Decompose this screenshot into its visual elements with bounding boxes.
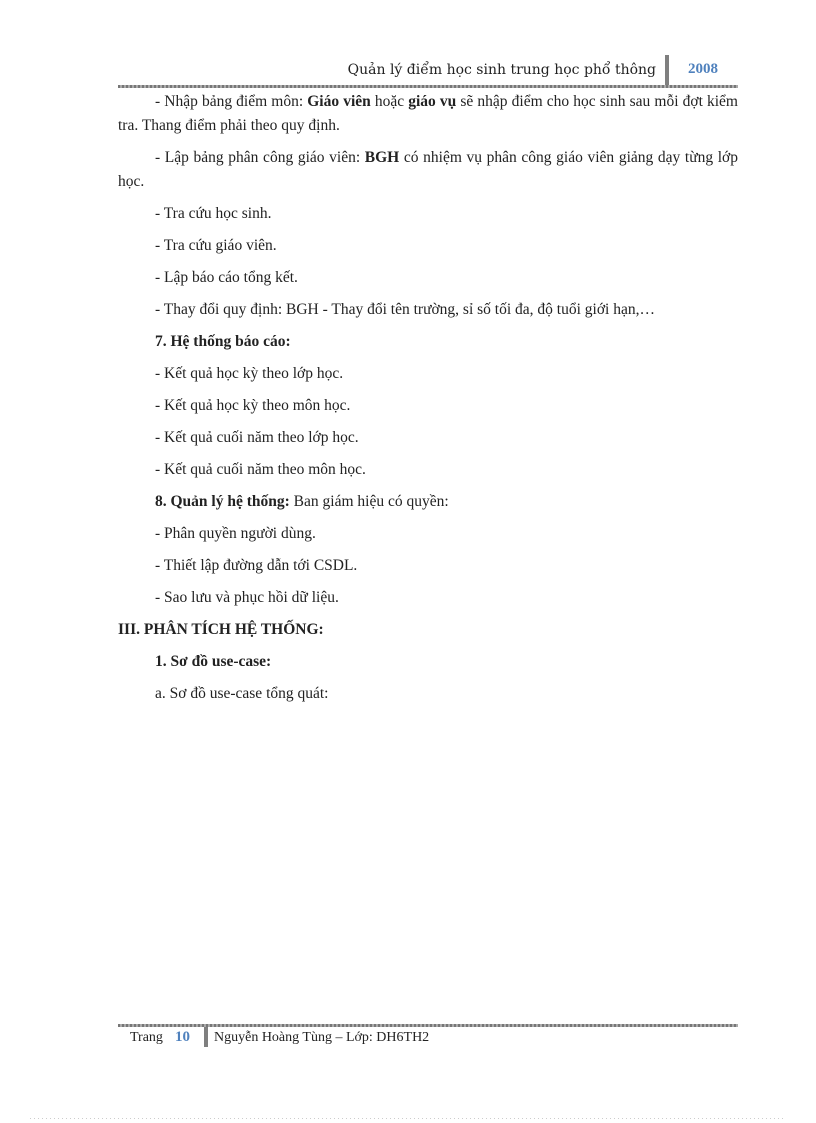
list-item: - Kết quả cuối năm theo lớp học. [155, 429, 359, 446]
footer-author: Nguyễn Hoàng Tùng – Lớp: DH6TH2 [214, 1030, 430, 1045]
paragraph-grade-entry: - Nhập bảng điểm môn: Giáo viên hoặc giáo vụ sẽ nhập điểm cho học sinh sau mỗi đợt kiểm tra. Thang điểm phải theo quy định. [118, 93, 738, 134]
page-footer [118, 1024, 738, 1054]
header-year: 2008 [688, 61, 718, 77]
list-item: - Thay đổi quy định: BGH - Thay đổi tên trường, sỉ số tối đa, độ tuổi giới hạn,… [155, 301, 655, 318]
section-8-paragraph: 8. Quản lý hệ thống: Ban giám hiệu có quyền: [155, 493, 449, 510]
page-bottom-border [30, 1118, 786, 1119]
document-body [118, 88, 738, 706]
section-7-heading: 7. Hệ thống báo cáo: [155, 333, 291, 350]
paragraph-teacher-assignment: - Lập bảng phân công giáo viên: BGH có nhiệm vụ phân công giáo viên giảng dạy từng lớp học. [118, 149, 739, 190]
footer-page-label: Trang [130, 1030, 163, 1045]
list-item: - Lập báo cáo tổng kết. [155, 269, 298, 286]
footer-separator [204, 1027, 208, 1047]
list-item: - Kết quả học kỳ theo môn học. [155, 397, 351, 414]
list-item: - Kết quả học kỳ theo lớp học. [155, 365, 344, 382]
subsection-item: a. Sơ đồ use-case tổng quát: [155, 685, 329, 702]
section-8-heading: 8. Quản lý hệ thống: [155, 493, 290, 510]
page-header [118, 52, 738, 88]
section-3-heading: III. PHÂN TÍCH HỆ THỐNG: [118, 621, 324, 638]
list-item: - Phân quyền người dùng. [155, 525, 316, 542]
footer-page-number: 10 [175, 1029, 190, 1045]
footer-rule [118, 1024, 738, 1027]
header-title: Quản lý điểm học sinh trung học phổ thông [347, 62, 656, 78]
list-item: - Kết quả cuối năm theo môn học. [155, 461, 366, 478]
list-item: - Thiết lập đường dẫn tới CSDL. [155, 557, 358, 574]
list-item: - Sao lưu và phục hồi dữ liệu. [155, 589, 339, 606]
list-item: - Tra cứu giáo viên. [155, 237, 277, 254]
header-separator [665, 55, 669, 85]
subsection-1-heading: 1. Sơ đồ use-case: [155, 653, 272, 670]
list-item: - Tra cứu học sinh. [155, 205, 272, 222]
